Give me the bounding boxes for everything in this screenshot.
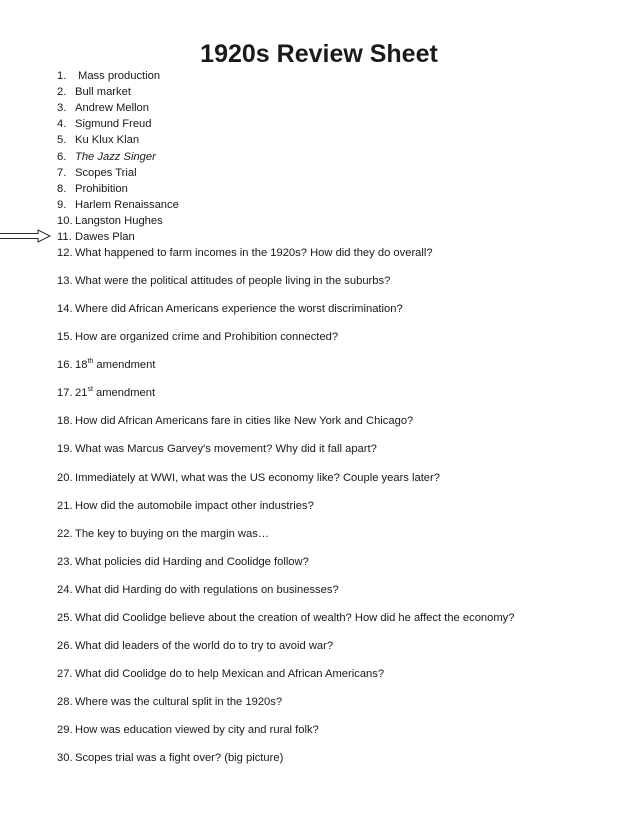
item-text: What was Marcus Garvey's movement? Why did it fall apart? bbox=[75, 443, 377, 456]
item-text: Ku Klux Klan bbox=[75, 134, 140, 147]
item-text: How are organized crime and Prohibition connected? bbox=[75, 331, 339, 344]
ordinal-suffix: st bbox=[87, 385, 93, 393]
item-number: 14. bbox=[57, 303, 73, 316]
item-number: 28. bbox=[57, 695, 73, 708]
item-text: Harlem Renaissance bbox=[75, 198, 179, 211]
item-text: Where did African Americans experience the worst discrimination? bbox=[75, 303, 403, 316]
item-text: What happened to farm incomes in the 1920s? How did they do overall? bbox=[75, 247, 433, 260]
item-text: What did Harding do with regulations on businesses? bbox=[75, 583, 339, 596]
item-number: 17. bbox=[57, 387, 73, 400]
item-text: Scopes trial was a fight over? (big picture) bbox=[75, 752, 284, 764]
item-number: 13. bbox=[57, 275, 73, 288]
item-text: What were the political attitudes of people living in the suburbs? bbox=[75, 275, 391, 288]
item-number: 3. bbox=[57, 102, 67, 115]
amendment-number: 21 bbox=[75, 387, 88, 400]
item-number: 16. bbox=[57, 359, 73, 372]
item-number: 8. bbox=[57, 182, 67, 195]
item-text bbox=[75, 386, 155, 401]
item-text: Immediately at WWI, what was the US economy like? Couple years later? bbox=[75, 471, 440, 484]
item-number: 25. bbox=[57, 611, 73, 624]
item-text: Langston Hughes bbox=[75, 214, 163, 227]
item-text: The Jazz Singer bbox=[75, 150, 156, 163]
item-number: 27. bbox=[57, 667, 73, 680]
amendment-label: amendment bbox=[92, 387, 156, 400]
item-number: 22. bbox=[57, 527, 73, 540]
ordinal-suffix: th bbox=[87, 357, 94, 365]
item-number: 20. bbox=[57, 471, 73, 484]
item-number: 19. bbox=[57, 443, 73, 456]
item-text: How did African Americans fare in cities like New York and Chicago? bbox=[75, 415, 414, 428]
item-text: Dawes Plan bbox=[75, 231, 135, 243]
amendment-label: amendment bbox=[93, 359, 156, 372]
item-text: How was education viewed by city and rural folk? bbox=[75, 723, 319, 736]
item-number: 4. bbox=[57, 118, 67, 131]
right-arrow-icon bbox=[0, 229, 52, 243]
item-number: 18. bbox=[57, 415, 73, 428]
item-number: 26. bbox=[57, 639, 73, 652]
item-text: Sigmund Freud bbox=[75, 118, 152, 131]
item-text: Where was the cultural split in the 1920s? bbox=[75, 695, 283, 708]
item-text: Andrew Mellon bbox=[75, 102, 149, 115]
item-number: 23. bbox=[57, 555, 73, 568]
item-number: 2. bbox=[57, 86, 67, 99]
page-title: 1920s Review Sheet bbox=[200, 40, 438, 68]
amendment-number: 18 bbox=[75, 359, 88, 372]
item-text: What did Coolidge believe about the creation of wealth? How did he affect the economy? bbox=[75, 611, 515, 624]
item-number: 29. bbox=[57, 723, 73, 736]
item-number: 12. bbox=[57, 247, 73, 260]
item-text: Mass production bbox=[78, 70, 161, 82]
item-number: 7. bbox=[57, 166, 67, 179]
item-text: Bull market bbox=[75, 86, 131, 99]
item-number: 21. bbox=[57, 499, 73, 512]
item-number: 24. bbox=[57, 583, 73, 596]
item-text: The key to buying on the margin was… bbox=[75, 527, 270, 540]
item-number: 10. bbox=[57, 214, 73, 227]
item-number: 9. bbox=[57, 198, 67, 211]
item-number: 15. bbox=[57, 331, 73, 344]
item-number: 1. bbox=[57, 70, 67, 82]
item-text: What did Coolidge do to help Mexican and African Americans? bbox=[75, 667, 385, 680]
item-number: 30. bbox=[57, 752, 73, 764]
item-text: How did the automobile impact other industries? bbox=[75, 499, 314, 512]
item-number: 6. bbox=[57, 150, 67, 163]
item-number: 5. bbox=[57, 134, 67, 147]
item-text: What did leaders of the world do to try to avoid war? bbox=[75, 639, 334, 652]
item-text: Scopes Trial bbox=[75, 166, 137, 179]
item-text bbox=[75, 358, 155, 373]
item-number: 11. bbox=[57, 231, 72, 243]
item-text: Prohibition bbox=[75, 182, 128, 195]
item-text: What policies did Harding and Coolidge follow? bbox=[75, 555, 309, 568]
